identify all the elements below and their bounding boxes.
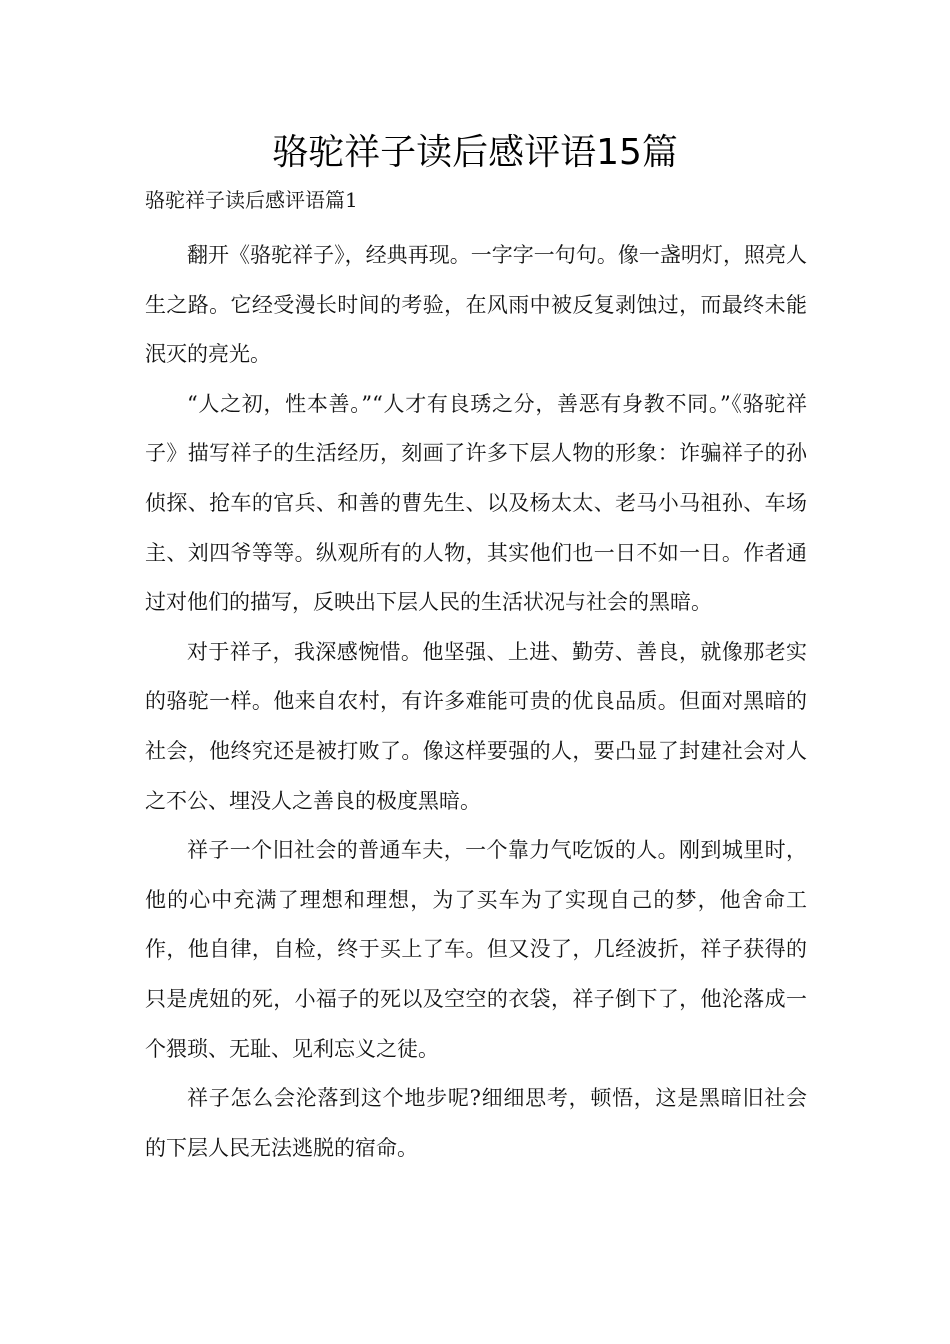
- paragraph: 对于祥子，我深感惋惜。他坚强、上进、勤劳、善良，就像那老实的骆驼一样。他来自农村，有许多难能可贵的优良品质。但面对黑暗的社会，他终究还是被打败了。像这样要强的人，要凸显了封建社会对人之不公、埋没人之善良的极度黑暗。: [145, 639, 807, 813]
- document-title: 骆驼祥子读后感评语15篇: [272, 132, 678, 173]
- paragraph: 祥子一个旧社会的普通车夫，一个靠力气吃饭的人。刚到城里时，他的心中充满了理想和理想，为了买车为了实现自己的梦，他舍命工作，他自律，自检，终于买上了车。但又没了，几经波折，祥子获得的只是虎妞的死，小福子的死以及空空的衣袋，祥子倒下了，他沦落成一个猥琐、无耻、见利忘义之徒。: [145, 838, 807, 1061]
- paragraph: “人之初，性本善。”“人才有良琇之分，善恶有身教不同。”《骆驼祥子》描写祥子的生活经历，刻画了许多下层人物的形象：诈骗祥子的孙侦探、抢车的官兵、和善的曹先生、以及杨太太、老马小马祖孙、车场主、刘四爷等等。纵观所有的人物，其实他们也一日不如一日。作者通过对他们的描写，反映出下层人民的生活状况与社会的黑暗。: [145, 391, 807, 615]
- document-body: [145, 231, 807, 1173]
- paragraph: 祥子怎么会沦落到这个地步呢?细细思考，顿悟，这是黑暗旧社会的下层人民无法逃脱的宿命。: [145, 1086, 807, 1160]
- paragraph: 翻开《骆驼祥子》，经典再现。一字字一句句。像一盏明灯，照亮人生之路。它经受漫长时间的考验，在风雨中被反复剥蚀过，而最终未能泯灭的亮光。: [145, 243, 807, 367]
- section-heading: 骆驼祥子读后感评语篇1: [145, 188, 358, 212]
